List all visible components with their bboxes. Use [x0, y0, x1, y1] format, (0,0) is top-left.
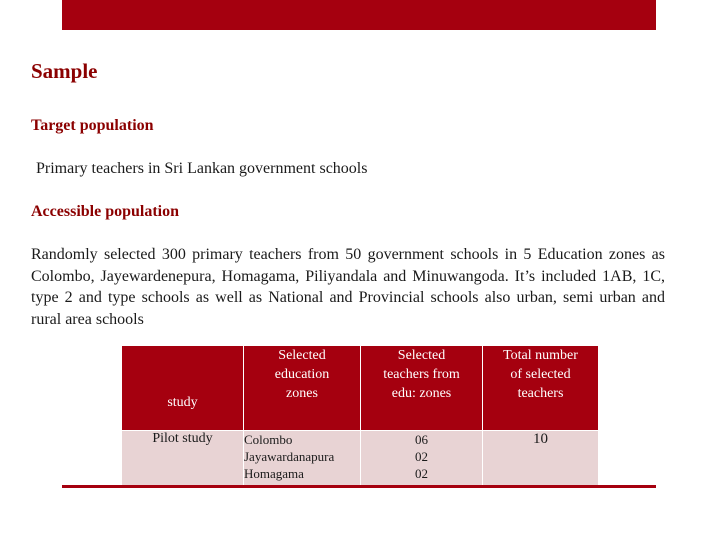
header-line: education: [274, 367, 330, 382]
header-line: zones: [286, 386, 318, 401]
accessible-population-heading: Accessible population: [31, 203, 180, 220]
header-selected-zones: [244, 346, 361, 431]
header-total-teachers: [483, 346, 599, 431]
top-accent-bar: [62, 0, 656, 30]
sample-heading: Sample: [31, 59, 98, 83]
sample-table: [121, 345, 599, 487]
header-study: [122, 346, 244, 431]
header-line: of selected: [510, 367, 571, 382]
teacher-count: 02: [415, 466, 428, 481]
teacher-count: 06: [415, 432, 428, 447]
header-line: Selected: [278, 348, 326, 363]
header-line: Total number: [503, 348, 578, 363]
zone-name: Colombo: [244, 432, 293, 447]
bottom-accent-line: [62, 485, 656, 488]
table-header-row: [122, 346, 599, 431]
cell-zones: [244, 431, 361, 487]
accessible-population-text: Randomly selected 300 primary teachers from 50 government schools in 5 Education zones as Colombo, Jayewardenepura, Homagama, Piliyandala and Minuwangoda. It’s included 1AB, 1C, type 2 and type schools as well as National and Provincial schools also urban, semi urban and rural area schools: [31, 246, 665, 328]
header-study-line: study: [167, 395, 198, 410]
cell-total: 10: [483, 431, 599, 487]
header-line: edu: zones: [391, 386, 452, 401]
target-population-text: Primary teachers in Sri Lankan government schools: [36, 160, 368, 177]
zone-name: Homagama: [244, 466, 304, 481]
zone-name: Jayawardanapura: [244, 449, 335, 464]
teacher-count: 02: [415, 449, 428, 464]
cell-study: Pilot study: [122, 431, 244, 487]
header-line: teachers: [517, 386, 564, 401]
cell-teachers: [361, 431, 483, 487]
header-selected-teachers: [361, 346, 483, 431]
header-line: teachers from: [383, 367, 460, 382]
target-population-heading: Target population: [31, 117, 154, 134]
header-line: Selected: [397, 348, 446, 363]
table-row: [122, 431, 599, 487]
